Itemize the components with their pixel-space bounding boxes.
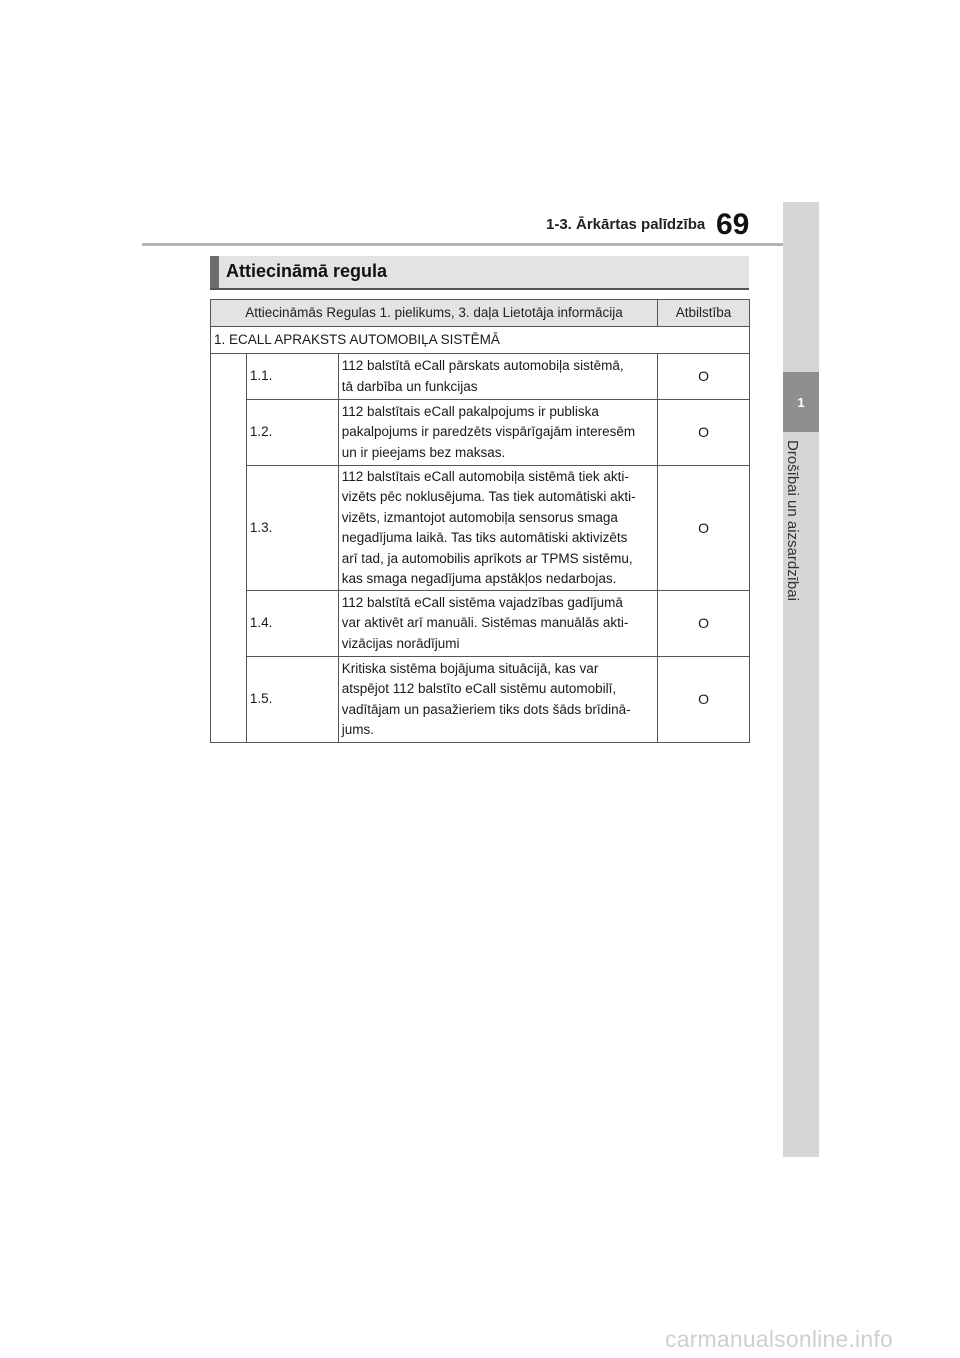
row-description [338, 466, 657, 591]
desc-line: vadītājam un pasažieriem tiks dots šāds brīdinā- [341, 701, 631, 717]
desc-line: un ir pieejams bez maksas. [341, 444, 506, 460]
row-description [338, 591, 657, 657]
desc-line: vizācijas norādījumi [341, 635, 460, 651]
chapter-number-badge: 1 [783, 372, 819, 432]
regulation-table [210, 299, 750, 743]
running-header-section: 1-3. Ārkārtas palīdzība [546, 216, 706, 233]
page-number: 69 [716, 208, 750, 241]
indent-cell [211, 354, 247, 743]
watermark-text: carmanualsonline.info [665, 1326, 893, 1352]
desc-line: 112 balstītais eCall pakalpojums ir publiska [341, 403, 599, 419]
row-number: 1.2. [246, 400, 338, 466]
row-compliance: O [658, 591, 750, 657]
row-compliance: O [658, 400, 750, 466]
desc-line: kas smaga negadījuma apstākļos nedarbojas. [341, 571, 617, 586]
table-row [211, 591, 750, 657]
section-title: Attiecināmā regula [226, 261, 388, 281]
desc-line: pakalpojums ir paredzēts vispārīgajām interesēm [341, 424, 636, 440]
desc-line: arī tad, ja automobilis aprīkots ar TPMS sistēmu, [341, 550, 633, 566]
row-compliance: O [658, 657, 750, 743]
table-row [211, 354, 750, 400]
table-row [211, 466, 750, 591]
desc-line: vizēts, izmantojot automobiļa sensorus smaga [341, 509, 618, 525]
chapter-tab-strip [783, 202, 819, 1157]
row-compliance: O [658, 354, 750, 400]
row-description [338, 354, 657, 400]
table-group-row [211, 327, 750, 354]
row-description [338, 400, 657, 466]
desc-line: atspējot 112 balstīto eCall sistēmu automobilī, [341, 681, 617, 696]
table-row [211, 657, 750, 743]
header-description: Attiecināmās Regulas 1. pielikums, 3. daļa Lietotāja informācija [211, 300, 658, 327]
row-compliance: O [658, 466, 750, 591]
header-rule [142, 243, 783, 246]
table-row [211, 400, 750, 466]
desc-line: 112 balstītā eCall pārskats automobiļa sistēmā, [341, 358, 624, 373]
row-number: 1.4. [246, 591, 338, 657]
desc-line: vizēts pēc noklusējuma. Tas tiek automātiski akti- [341, 489, 636, 504]
desc-line: 112 balstītā eCall sistēma vajadzības gadījumā [341, 594, 623, 610]
table-header-row [211, 300, 750, 327]
row-number: 1.3. [246, 466, 338, 591]
desc-line: 112 balstītais eCall automobiļa sistēmā tiek akti- [341, 468, 629, 484]
desc-line: var aktivēt arī manuāli. Sistēmas manuālās akti- [341, 615, 629, 631]
row-description [338, 657, 657, 743]
chapter-title-vertical: Drošībai un aizsardzībai [784, 440, 801, 601]
row-number: 1.1. [246, 354, 338, 400]
group-title: 1. ECALL APRAKSTS AUTOMOBIĻA SISTĒMĀ [211, 327, 750, 354]
section-heading [210, 256, 749, 288]
desc-line: negadījuma laikā. Tas tiks automātiski aktivizēts [341, 530, 628, 545]
desc-line: tā darbība un funkcijas [341, 378, 478, 394]
header-compliance: Atbilstība [658, 300, 750, 327]
desc-line: Kritiska sistēma bojājuma situācijā, kas var [341, 660, 599, 676]
desc-line: jums. [341, 722, 374, 737]
row-number: 1.5. [246, 657, 338, 743]
section-heading-bar [210, 256, 219, 288]
section-heading-underline [210, 288, 749, 290]
